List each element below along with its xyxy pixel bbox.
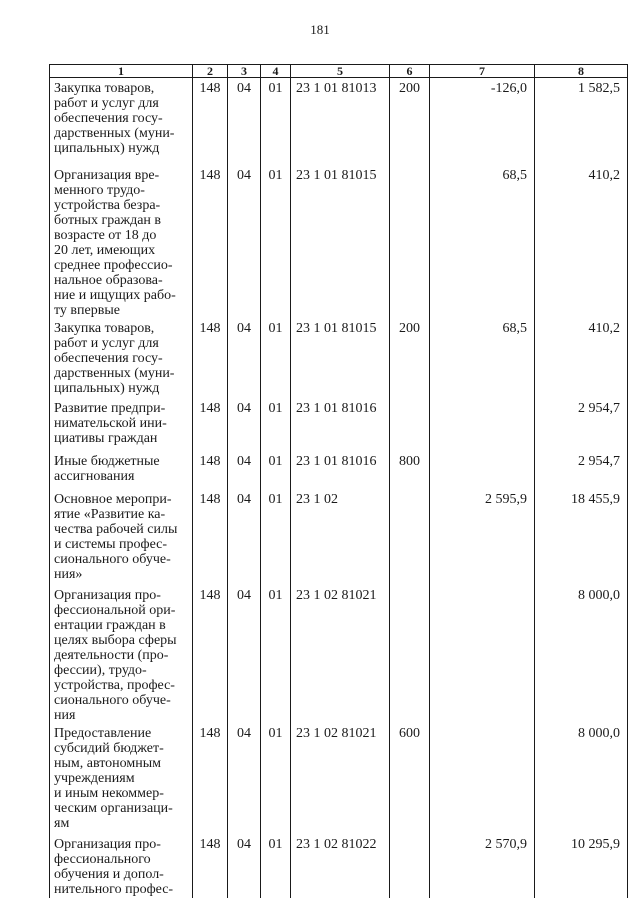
code-section: 04 xyxy=(228,834,261,898)
item-name: Закупка товаров, работ и услуг для обеспечения госу- дарственных (муни- ципальных) нужд xyxy=(50,318,193,398)
code-admin: 148 xyxy=(193,165,228,318)
code-admin: 148 xyxy=(193,834,228,898)
item-name: Организация вре- менного трудо- устройства безра- ботных граждан в возрасте от 18 до 20 лет, имеющих среднее профессио- нальное образова- ние и ищущих рабо- ту впервые xyxy=(50,165,193,318)
amount-total: 8 000,0 xyxy=(535,723,628,834)
column-header: 1 xyxy=(50,65,193,78)
column-header: 2 xyxy=(193,65,228,78)
amount-change xyxy=(430,398,535,451)
amount-change: 2 570,9 xyxy=(430,834,535,898)
code-admin: 148 xyxy=(193,489,228,585)
code-target: 23 1 01 81015 xyxy=(291,318,390,398)
item-name: Основное меропри- ятие «Развитие ка- чества рабочей силы и системы профес- сионального обуче- ния» xyxy=(50,489,193,585)
amount-total: 1 582,5 xyxy=(535,78,628,165)
column-header: 8 xyxy=(535,65,628,78)
code-target: 23 1 02 81022 xyxy=(291,834,390,898)
code-admin: 148 xyxy=(193,585,228,723)
table-row xyxy=(50,78,628,165)
amount-total: 2 954,7 xyxy=(535,398,628,451)
amount-change: -126,0 xyxy=(430,78,535,165)
table-row xyxy=(50,318,628,398)
table-row xyxy=(50,723,628,834)
code-expense-type: 800 xyxy=(390,451,430,489)
code-section: 04 xyxy=(228,78,261,165)
amount-change xyxy=(430,585,535,723)
column-header: 7 xyxy=(430,65,535,78)
table-row xyxy=(50,489,628,585)
amount-change: 68,5 xyxy=(430,165,535,318)
code-section: 04 xyxy=(228,165,261,318)
column-header: 5 xyxy=(291,65,390,78)
code-admin: 148 xyxy=(193,318,228,398)
code-admin: 148 xyxy=(193,398,228,451)
amount-total: 18 455,9 xyxy=(535,489,628,585)
amount-total: 8 000,0 xyxy=(535,585,628,723)
code-section: 04 xyxy=(228,398,261,451)
code-target: 23 1 02 81021 xyxy=(291,723,390,834)
code-subsection: 01 xyxy=(261,398,291,451)
table-row xyxy=(50,451,628,489)
table-row xyxy=(50,834,628,898)
amount-change xyxy=(430,451,535,489)
code-target: 23 1 02 xyxy=(291,489,390,585)
code-target: 23 1 01 81016 xyxy=(291,451,390,489)
code-section: 04 xyxy=(228,585,261,723)
table-row xyxy=(50,165,628,318)
amount-change: 68,5 xyxy=(430,318,535,398)
code-expense-type xyxy=(390,165,430,318)
code-subsection: 01 xyxy=(261,78,291,165)
header-row xyxy=(50,65,628,78)
code-target: 23 1 02 81021 xyxy=(291,585,390,723)
item-name: Закупка товаров, работ и услуг для обеспечения госу- дарственных (муни- ципальных) нужд xyxy=(50,78,193,165)
budget-table xyxy=(49,64,628,898)
code-expense-type: 200 xyxy=(390,78,430,165)
column-header: 4 xyxy=(261,65,291,78)
code-admin: 148 xyxy=(193,78,228,165)
code-subsection: 01 xyxy=(261,451,291,489)
amount-total: 410,2 xyxy=(535,165,628,318)
code-expense-type: 200 xyxy=(390,318,430,398)
table-row xyxy=(50,398,628,451)
item-name: Иные бюджетные ассигнования xyxy=(50,451,193,489)
code-admin: 148 xyxy=(193,723,228,834)
amount-change: 2 595,9 xyxy=(430,489,535,585)
item-name: Организация про- фессиональной ори- ентации граждан в целях выбора сферы деятельности (про- фессии), трудо- устройства, профес- сионального обуче- ния xyxy=(50,585,193,723)
code-subsection: 01 xyxy=(261,318,291,398)
code-subsection: 01 xyxy=(261,723,291,834)
code-expense-type xyxy=(390,398,430,451)
code-section: 04 xyxy=(228,489,261,585)
code-expense-type xyxy=(390,585,430,723)
page-number: 181 xyxy=(310,22,330,37)
code-target: 23 1 01 81013 xyxy=(291,78,390,165)
item-name: Предоставление субсидий бюджет- ным, автономным учреждениям и иным некоммер- ческим организаци- ям xyxy=(50,723,193,834)
code-subsection: 01 xyxy=(261,585,291,723)
code-subsection: 01 xyxy=(261,489,291,585)
table-row xyxy=(50,585,628,723)
code-expense-type xyxy=(390,489,430,585)
code-target: 23 1 01 81015 xyxy=(291,165,390,318)
item-name: Организация про- фессионального обучения и допол- нительного профес- xyxy=(50,834,193,898)
code-section: 04 xyxy=(228,318,261,398)
amount-total: 410,2 xyxy=(535,318,628,398)
code-expense-type xyxy=(390,834,430,898)
code-admin: 148 xyxy=(193,451,228,489)
amount-change xyxy=(430,723,535,834)
column-header: 3 xyxy=(228,65,261,78)
amount-total: 10 295,9 xyxy=(535,834,628,898)
amount-total: 2 954,7 xyxy=(535,451,628,489)
code-section: 04 xyxy=(228,723,261,834)
code-section: 04 xyxy=(228,451,261,489)
code-subsection: 01 xyxy=(261,834,291,898)
column-header: 6 xyxy=(390,65,430,78)
item-name: Развитие предпри- нимательской ини- циативы граждан xyxy=(50,398,193,451)
code-expense-type: 600 xyxy=(390,723,430,834)
code-target: 23 1 01 81016 xyxy=(291,398,390,451)
code-subsection: 01 xyxy=(261,165,291,318)
